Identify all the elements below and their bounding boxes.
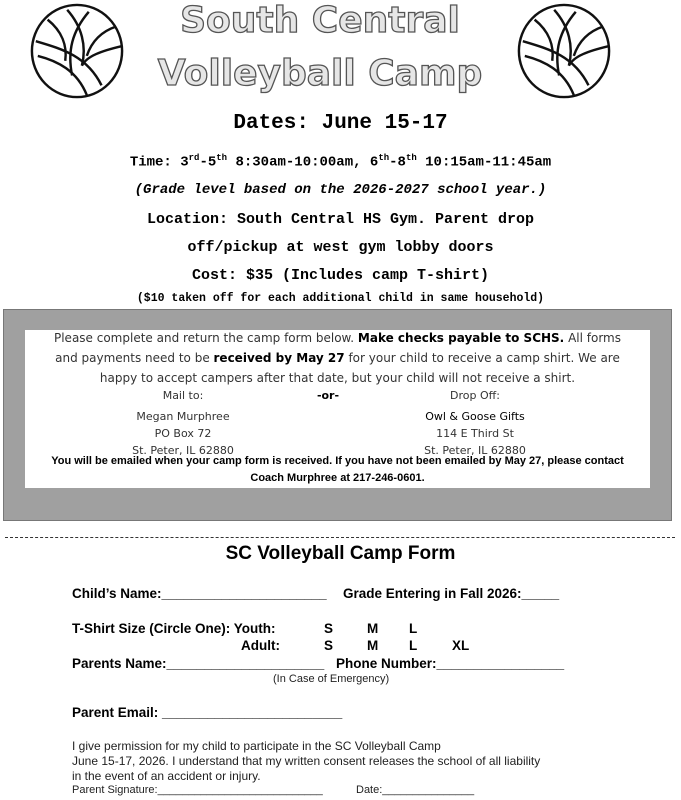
phone-field[interactable]: Phone Number:_________________ <box>336 656 565 671</box>
mail-line: St. Peter, IL 62880 <box>132 444 234 457</box>
notice-footer-2: Coach Murphree at 217-246-0601. <box>250 472 425 484</box>
title-line-2: Volleyball Camp <box>157 53 483 94</box>
emergency-note: (In Case of Emergency) <box>273 673 390 685</box>
form-title: SC Volleyball Camp Form <box>225 543 456 564</box>
child-name-field[interactable]: Child’s Name:______________________ <box>72 586 327 601</box>
size-youth-l[interactable]: L <box>409 621 418 636</box>
notice-line-2: and payments need to be received by May 27 for your child to receive a camp shirt. We are <box>55 351 620 365</box>
size-youth-m[interactable]: M <box>367 621 379 636</box>
permission-line: in the event of an accident or injury. <box>72 769 261 783</box>
drop-line: St. Peter, IL 62880 <box>424 444 526 457</box>
notice-line-3: happy to accept campers after that date, but your child will not receive a shirt. <box>99 371 576 385</box>
size-adult-s[interactable]: S <box>324 638 334 653</box>
parents-name-field[interactable]: Parents Name:_____________________ <box>72 656 325 671</box>
time: Time: 3rd-5th 8:30am-10:00am, 6th-8th 10:15am-11:45am <box>129 153 552 171</box>
volleyball-icon <box>28 2 126 100</box>
size-adult-l[interactable]: L <box>409 638 418 653</box>
or-label: -or- <box>316 389 340 402</box>
tshirt-label: T-Shirt Size (Circle One): Youth: <box>72 621 276 636</box>
permission-line: June 15-17, 2026. I understand that my written consent releases the school of all liability <box>72 754 541 768</box>
notice-box <box>25 330 650 488</box>
drop-label: Drop Off: <box>450 389 500 402</box>
cut-line <box>5 537 675 538</box>
notice-line-1: Please complete and return the camp form below. Make checks payable to SCHS. All forms <box>53 331 621 345</box>
signature-field[interactable]: Parent Signature:___________________________ <box>72 784 323 796</box>
grade-note: (Grade level based on the 2026-2027 school year.) <box>134 182 547 198</box>
location-2: off/pickup at west gym lobby doors <box>187 239 494 256</box>
discount: ($10 taken off for each additional child in same household) <box>136 292 545 305</box>
mail-label: Mail to: <box>162 389 204 402</box>
mail-line: Megan Murphree <box>136 410 230 423</box>
cost: Cost: $35 (Includes camp T-shirt) <box>191 267 490 284</box>
title-line-1: South Central <box>180 0 460 41</box>
location-1: Location: South Central HS Gym. Parent drop <box>146 211 535 228</box>
notice-footer-1: You will be emailed when your camp form is received. If you have not been emailed by May 27, please contact <box>51 455 624 467</box>
adult-label: Adult: <box>241 638 280 653</box>
size-youth-s[interactable]: S <box>324 621 334 636</box>
size-adult-xl[interactable]: XL <box>452 638 470 653</box>
grade-field[interactable]: Grade Entering in Fall 2026:_____ <box>343 586 560 601</box>
drop-line: Owl & Goose Gifts <box>425 410 525 423</box>
dates: Dates: June 15-17 <box>233 112 448 135</box>
parent-email-field[interactable]: Parent Email: ________________________ <box>72 705 343 720</box>
mail-line: PO Box 72 <box>154 427 212 440</box>
volleyball-icon <box>515 2 613 100</box>
permission-line: I give permission for my child to participate in the SC Volleyball Camp <box>72 739 441 753</box>
date-field[interactable]: Date:_______________ <box>356 784 475 796</box>
size-adult-m[interactable]: M <box>367 638 379 653</box>
drop-line: 114 E Third St <box>436 427 514 440</box>
